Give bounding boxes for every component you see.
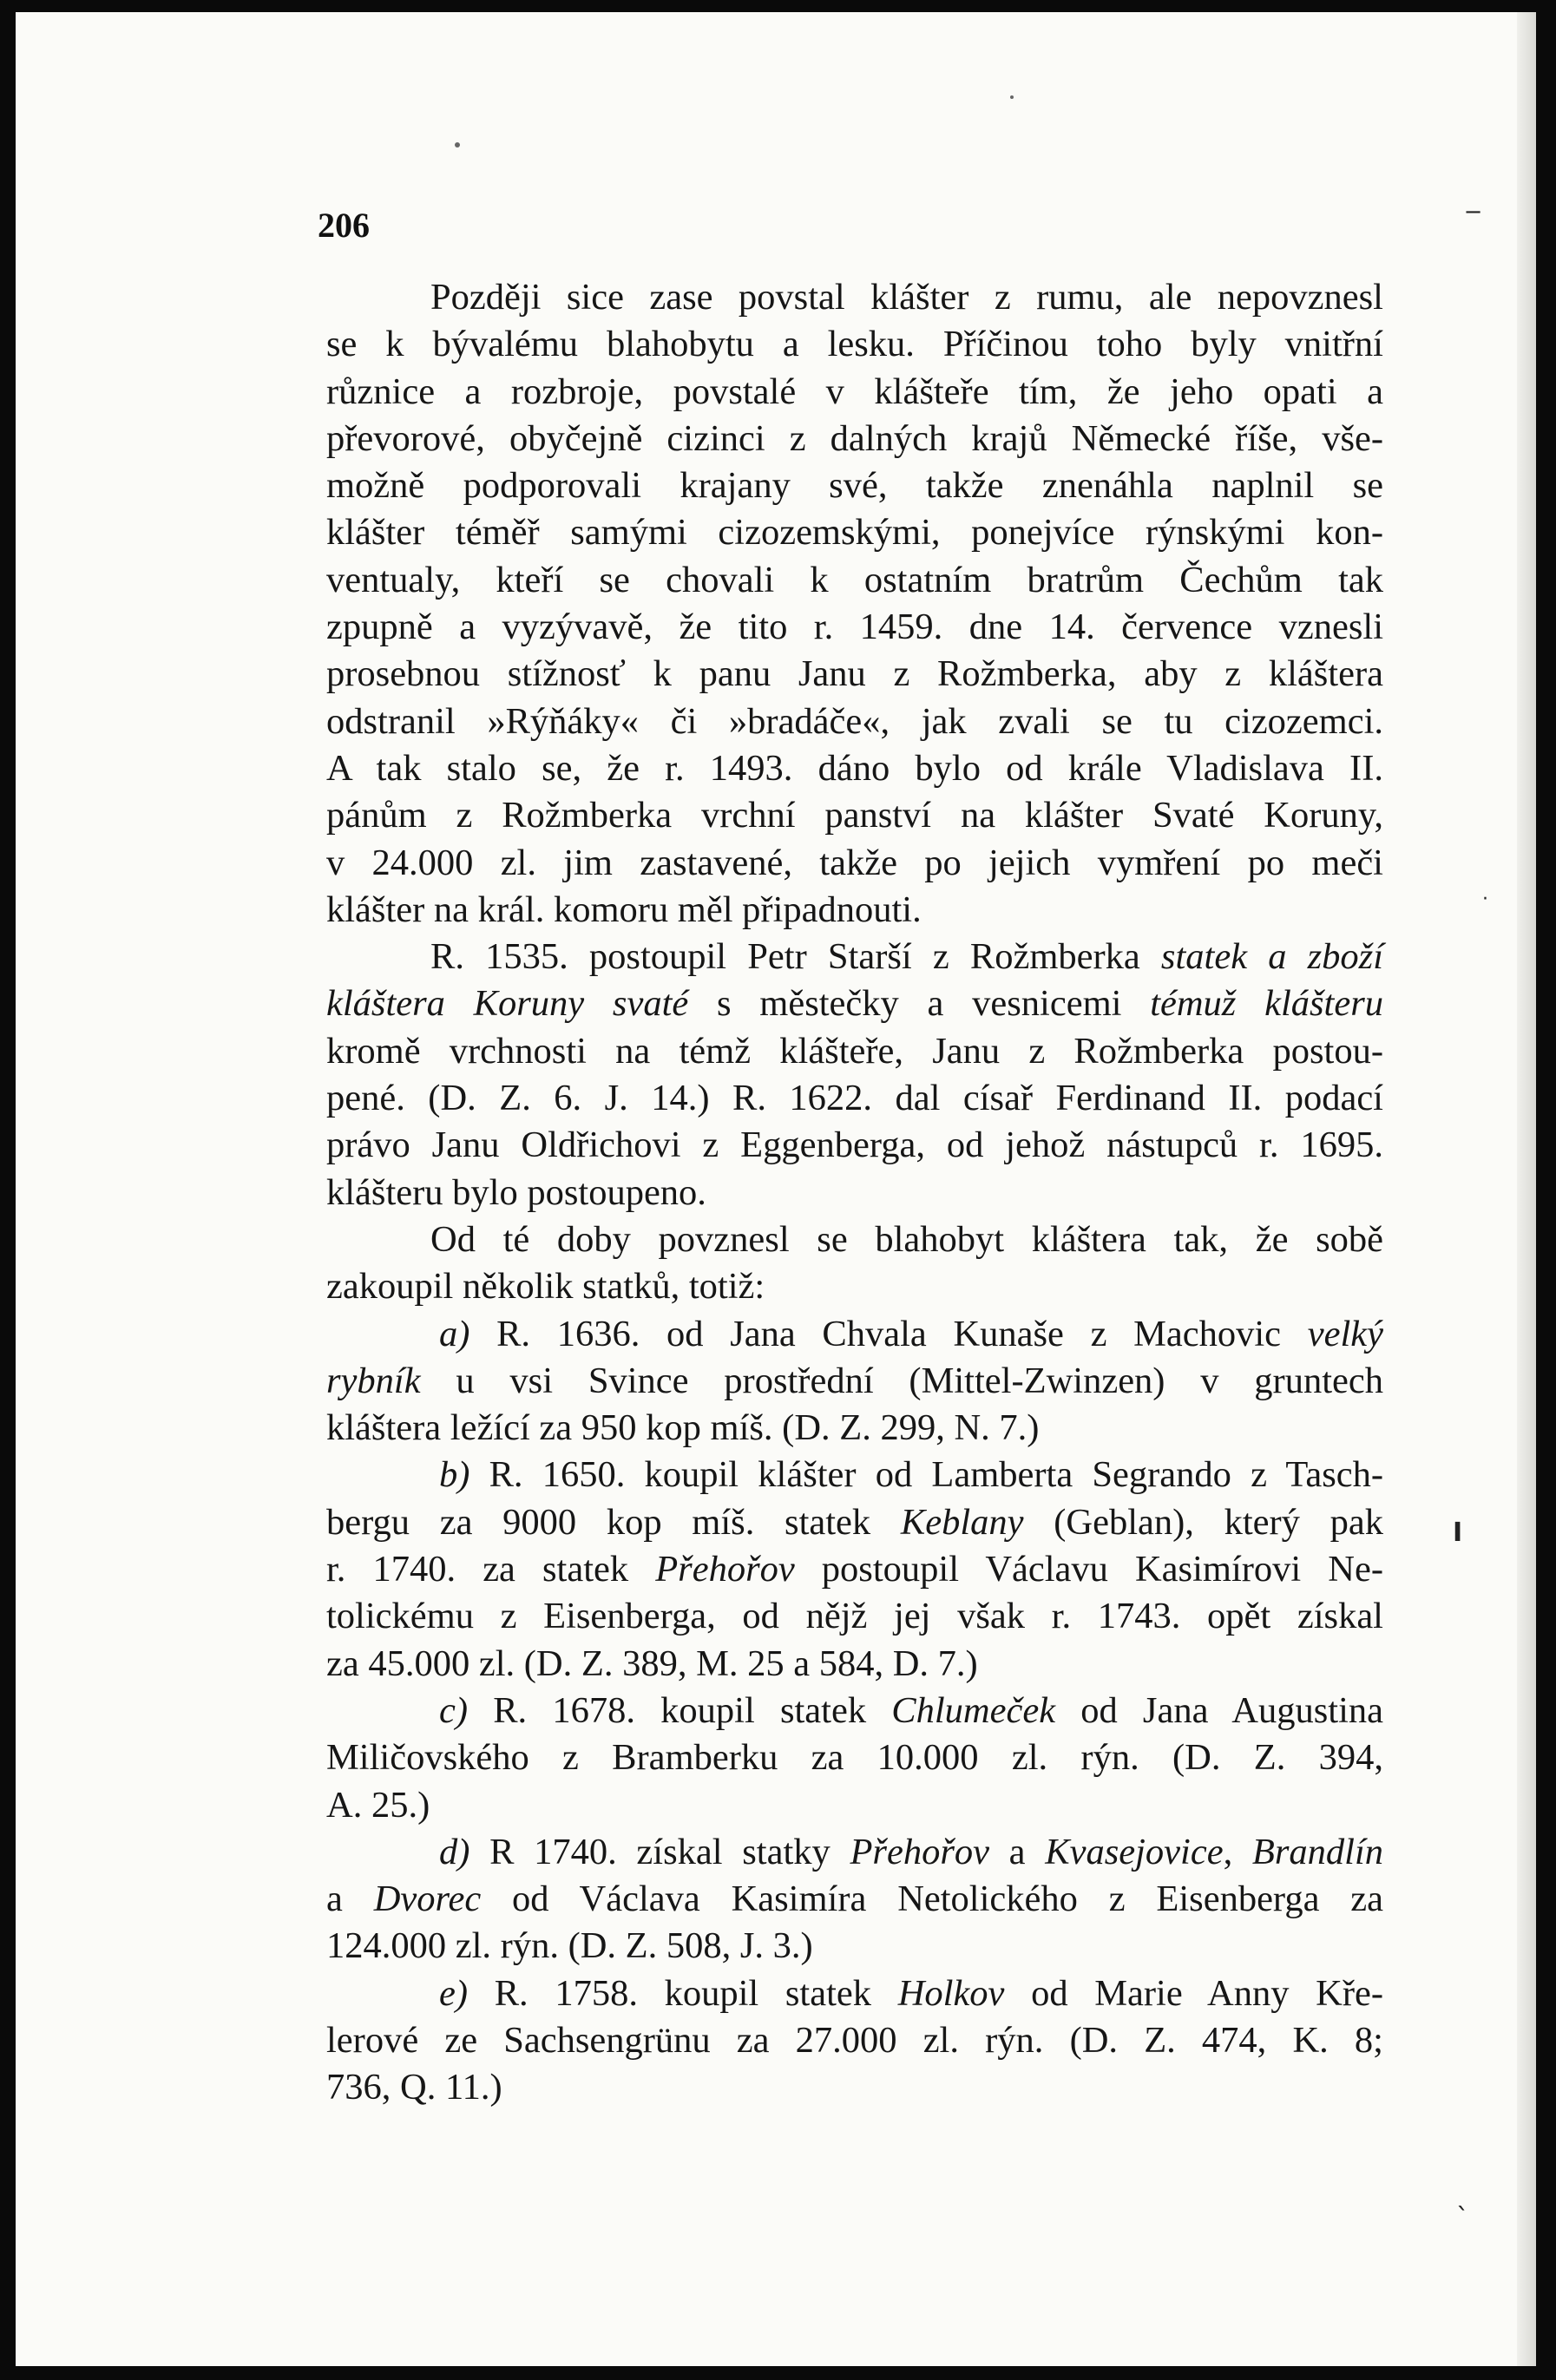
italic-text: rybník [326, 1360, 421, 1401]
text-line [326, 1688, 1383, 1734]
text-segment: Miličovského z Bramberku za 10.000 zl. rýn. (D. Z. 394, [326, 1737, 1383, 1779]
italic-text: velký [1307, 1313, 1383, 1354]
margin-mark: ˋ [1456, 2203, 1469, 2233]
text-line [326, 745, 1383, 792]
text-segment: prosebnou stížnosť k panu Janu z Rožmberka, aby z kláštera [326, 653, 1383, 695]
text-line [326, 1782, 1383, 1829]
text-line [326, 369, 1383, 416]
text-segment: bergu za 9000 kop míš. statek [326, 1501, 901, 1543]
text-line [326, 1876, 1383, 1923]
scan-speck [455, 142, 460, 148]
text-line [326, 1923, 1383, 1970]
text-segment: pánům z Rožmberka vrchní panství na klášter Svaté Koruny, [326, 795, 1383, 836]
text-segment: klášter na král. komoru měl připadnouti. [326, 888, 922, 930]
text-line [326, 1405, 1383, 1452]
text-segment: klášter téměř samými cizozemskými, ponejvíce rýnskými kon- [326, 512, 1383, 554]
text-segment: od Václava Kasimíra Netolického z Eisenberga za [481, 1878, 1383, 1920]
text-line [326, 698, 1383, 745]
text-line [326, 416, 1383, 462]
text-line [326, 1075, 1383, 1122]
text-line [326, 1641, 1383, 1688]
italic-text: statek a zboží [1160, 936, 1383, 978]
text-segment: lerové ze Sachsengrünu za 27.000 zl. rýn. (D. Z. 474, K. 8; [326, 2019, 1383, 2061]
text-line [326, 1734, 1383, 1781]
text-line [326, 604, 1383, 651]
text-segment: pené. (D. Z. 6. J. 14.) R. 1622. dal císař Ferdinand II. podací [326, 1078, 1383, 1119]
text-line [326, 1216, 1383, 1263]
text-segment: A tak stalo se, že r. 1493. dáno bylo od krále Vladislava II. [326, 747, 1383, 789]
italic-text: d) [439, 1831, 470, 1872]
text-line [326, 934, 1383, 980]
text-segment: R. 1678. koupil statek [468, 1689, 892, 1731]
text-segment: kromě vrchnosti na témž klášteře, Janu z Rožmberka postou- [326, 1030, 1383, 1072]
text-line [326, 1829, 1383, 1876]
text-line [326, 887, 1383, 934]
text-line [326, 2064, 1383, 2111]
italic-text: Kvasejovice [1045, 1831, 1224, 1872]
text-segment: se k bývalému blahobytu a lesku. Příčinou toho byly vnitřní [326, 324, 1383, 365]
text-segment: R. 1636. od Jana Chvala Kunaše z Machovic [469, 1313, 1308, 1354]
text-segment: a [989, 1831, 1046, 1872]
text-segment: v 24.000 zl. jim zastavené, takže po jejich vymření po meči [326, 842, 1383, 883]
margin-mark: · [1482, 888, 1488, 910]
text-segment: , [1223, 1831, 1252, 1872]
text-line [326, 321, 1383, 368]
text-line [326, 1546, 1383, 1593]
text-segment: (Geblan), který pak [1023, 1501, 1383, 1543]
text-line [326, 792, 1383, 839]
text-segment: ventualy, kteří se chovali k ostatním bratrům Čechům tak [326, 559, 1383, 600]
text-line [326, 2017, 1383, 2064]
italic-text: e) [439, 1972, 469, 2014]
text-line [326, 274, 1383, 321]
text-segment: různice a rozbroje, povstalé v klášteře tím, že jeho opati a [326, 370, 1383, 412]
text-line [326, 1970, 1383, 2017]
text-segment: 124.000 zl. rýn. (D. Z. 508, J. 3.) [326, 1925, 813, 1967]
text-segment: kláštera ležící za 950 kop míš. (D. Z. 299, N. 7.) [326, 1407, 1040, 1449]
text-segment: právo Janu Oldřichovi z Eggenberga, od jehož nástupců r. 1695. [326, 1124, 1383, 1166]
page-edge-shadow [1517, 12, 1536, 2366]
text-line [326, 1358, 1383, 1405]
text-line [326, 651, 1383, 698]
text-line [326, 1170, 1383, 1216]
italic-text: c) [439, 1689, 469, 1731]
italic-text: Chlumeček [891, 1689, 1056, 1731]
text-segment: 736, Q. 11.) [326, 2067, 502, 2108]
italic-text: Přehořov [655, 1549, 795, 1590]
italic-text: Brandlín [1251, 1831, 1384, 1872]
text-segment: R. 1535. postoupil Petr Starší z Rožmberka [430, 936, 1161, 978]
text-line [326, 462, 1383, 509]
text-line [326, 557, 1383, 604]
italic-text: Přehořov [850, 1831, 989, 1872]
page-number: 206 [318, 206, 370, 245]
text-line [326, 980, 1383, 1027]
margin-mark: ‒ [1465, 196, 1482, 226]
italic-text: kláštera Koruny svaté [326, 983, 689, 1025]
text-segment: převorové, obyčejně cizinci z dalných krajů Německé říše, vše- [326, 417, 1383, 459]
text-line [326, 1122, 1383, 1169]
text-segment: zakoupil několik statků, totiž: [326, 1266, 765, 1308]
text-segment: A. 25.) [326, 1784, 430, 1826]
text-segment: a [326, 1878, 374, 1920]
body-text [326, 274, 1383, 2112]
text-segment: u vsi Svince prostřední (Mittel-Zwinzen) v gruntech [420, 1360, 1383, 1401]
margin-mark: I [1453, 1518, 1463, 1548]
text-segment: R 1740. získal statky [469, 1831, 850, 1872]
italic-text: témuž klášteru [1150, 983, 1384, 1025]
text-line [326, 1593, 1383, 1640]
scanned-page [16, 12, 1536, 2366]
text-segment: R. 1650. koupil klášter od Lamberta Segrando z Tasch- [469, 1454, 1383, 1496]
text-segment: r. 1740. za statek [326, 1549, 656, 1590]
text-line [326, 509, 1383, 556]
text-segment: od Jana Augustina [1055, 1689, 1383, 1731]
text-segment: postoupil Václavu Kasimírovi Ne- [794, 1549, 1383, 1590]
text-line [326, 1311, 1383, 1358]
text-line [326, 1028, 1383, 1075]
text-segment: klášteru bylo postoupeno. [326, 1171, 706, 1213]
text-segment: odstranil »Rýňáky« či »bradáče«, jak zvali se tu cizozemci. [326, 700, 1383, 742]
text-segment: od Marie Anny Kře- [1004, 1972, 1383, 2014]
text-segment: možně podporovali krajany své, takže znenáhla naplnil se [326, 465, 1383, 507]
text-line [326, 840, 1383, 887]
italic-text: Dvorec [373, 1878, 482, 1920]
text-segment: Později sice zase povstal klášter z rumu, ale nepovznesl [430, 277, 1383, 318]
italic-text: Keblany [900, 1501, 1024, 1543]
scan-speck [1010, 95, 1014, 99]
text-segment: tolickému z Eisenberga, od nějž jej však r. 1743. opět získal [326, 1596, 1383, 1637]
text-segment: R. 1758. koupil statek [468, 1972, 898, 2014]
italic-text: Holkov [897, 1972, 1005, 2014]
italic-text: a) [439, 1313, 470, 1354]
text-segment: zpupně a vyzývavě, že tito r. 1459. dne 14. července vznesli [326, 606, 1383, 648]
text-segment: s městečky a vesnicemi [688, 983, 1151, 1025]
text-line [326, 1452, 1383, 1498]
text-line [326, 1499, 1383, 1546]
text-line [326, 1263, 1383, 1310]
text-segment: za 45.000 zl. (D. Z. 389, M. 25 a 584, D. 7.) [326, 1642, 978, 1684]
italic-text: b) [439, 1454, 470, 1496]
text-segment: Od té doby povznesl se blahobyt kláštera tak, že sobě [430, 1218, 1383, 1260]
